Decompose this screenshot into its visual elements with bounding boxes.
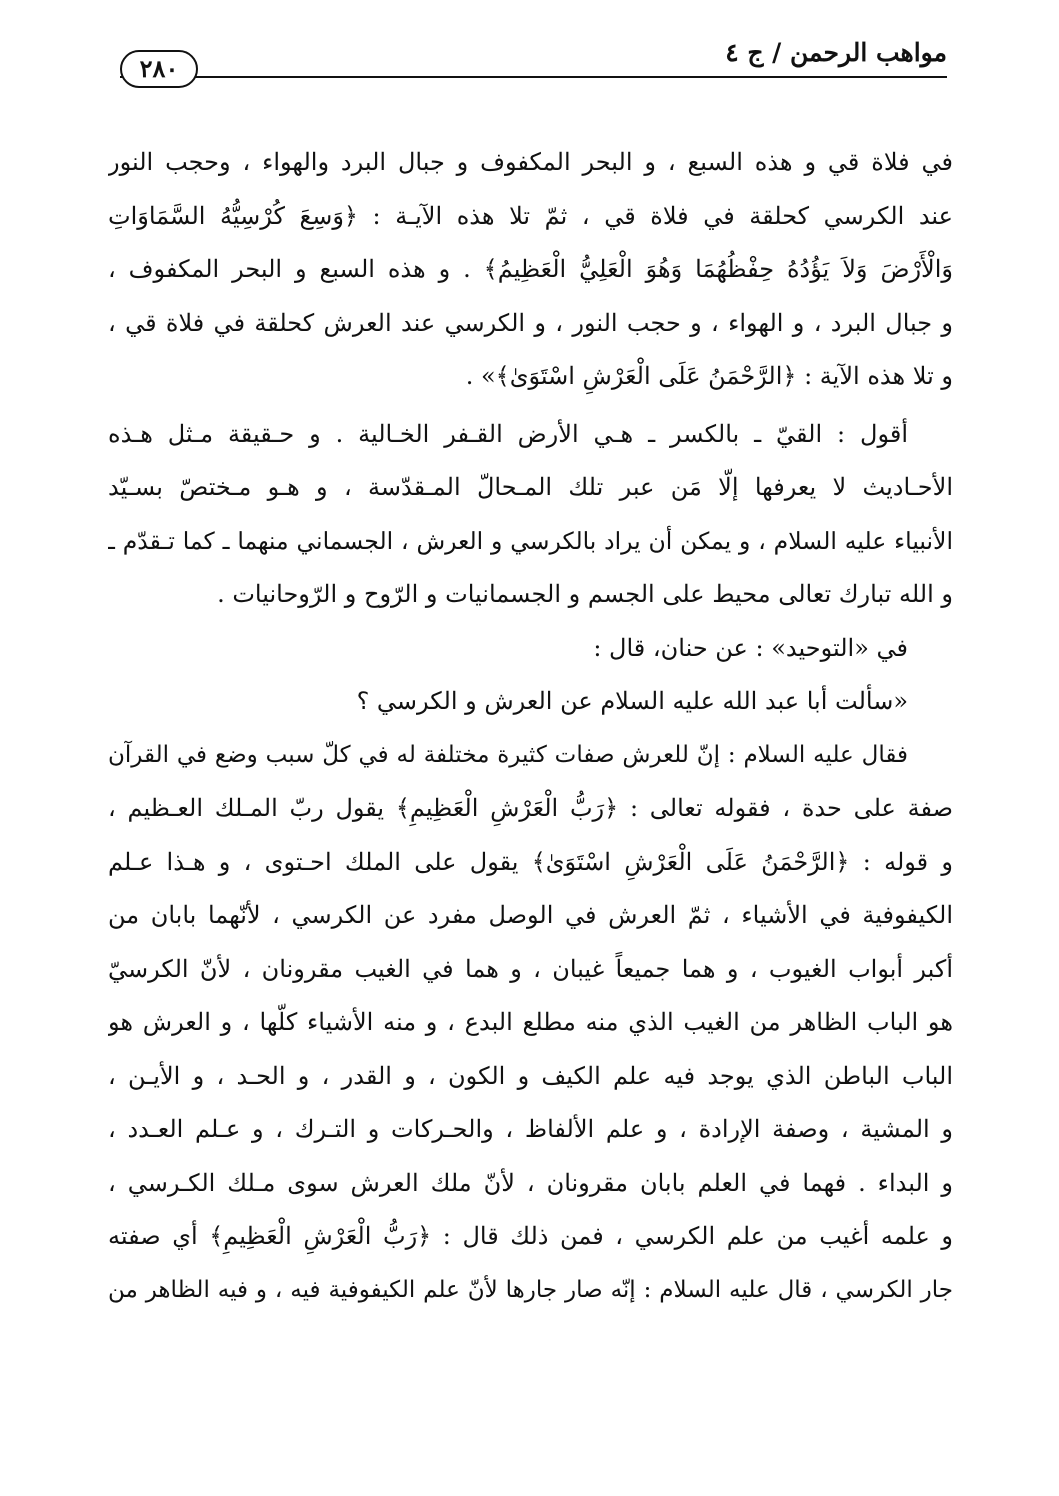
text-line: و قوله : ﴿الرَّحْمَنُ عَلَى الْعَرْشِ اسْتَوَىٰ﴾ يقول على الملك احـتوى ، و هـذا عـلم [108, 847, 953, 876]
text-line: أقول : القيّ ـ بالكسر ـ هـي الأرض القـفر الخـالية . و حـقيقة مـثل هـذه [108, 419, 908, 448]
text-line: جار الكرسي ، قال عليه السلام : إنّه صار جارها لأنّ علم الكيفوفية فيه ، و فيه الظاهر من [108, 1276, 953, 1303]
text-line: «سألت أبا عبد الله عليه السلام عن العرش و الكرسي ؟ [356, 687, 908, 715]
text-line: و جبال البرد ، و الهواء ، و حجب النور ، و الكرسي عند العرش كحلقة في فلاة قي ، [108, 308, 953, 337]
text-line: أكبر أبواب الغيوب ، و هما جميعاً غيبان ، و هما في الغيب مقرونان ، لأنّ الكرسيّ [108, 954, 953, 983]
page-number: ٢٨٠ [120, 50, 198, 88]
text-line: الأنبياء عليه السلام ، و يمكن أن يراد بالكرسي و العرش ، الجسماني منهما ـ كما تـقدّم ـ [108, 526, 953, 555]
text-line: و المشية ، وصفة الإرادة ، و علم الألفاظ ، والحـركات و التـرك ، و عـلم العـدد ، [108, 1115, 953, 1143]
text-line: الكيفوفية في الأشياء ، ثمّ العرش في الوصل مفرد عن الكرسي ، لأنّهما بابان من [108, 901, 953, 929]
text-line: الأحـاديث لا يعرفها إلّا مَن عبر تلك المـحالّ المـقدّسة ، و هـو مـختصّ بسـيّد [108, 473, 953, 501]
header-rule [120, 76, 947, 78]
text-line: وَالْأَرْضَ وَلاَ يَؤُدُهُ حِفْظُهُمَا وَهُوَ الْعَلِيُّ الْعَظِيمُ﴾ . و هذه السبع و البحر المكفوف ، [108, 255, 953, 283]
text-line: في «التوحيد» : عن حنان، قال : [593, 633, 908, 662]
text-line: فقال عليه السلام : إنّ للعرش صفات كثيرة مختلفة له في كلّ سبب وضع في القرآن [108, 741, 908, 768]
running-title: مواهب الرحمن / ج ٤ [725, 38, 947, 67]
body-text [108, 136, 953, 1317]
text-line: و الله تبارك تعالى محيط على الجسم و الجسمانيات و الرّوح و الرّوحانيات . [217, 580, 953, 608]
text-line: و علمه أغيب من علم الكرسي ، فمن ذلك قال : ﴿رَبُّ الْعَرْشِ الْعَظِيمِ﴾ أي صفته [108, 1222, 953, 1250]
text-line: و البداء . فهما في العلم بابان مقرونان ، لأنّ ملك العرش سوى مـلك الكـرسي ، [108, 1168, 953, 1197]
text-line: هو الباب الظاهر من الغيب الذي منه مطلع البدع ، و منه الأشياء كلّها ، و العرش هو [108, 1008, 953, 1036]
text-line: و تلا هذه الآية : ﴿الرَّحْمَنُ عَلَى الْعَرْشِ اسْتَوَىٰ﴾» . [465, 362, 953, 390]
page-header [120, 36, 947, 83]
text-line: الباب الباطن الذي يوجد فيه علم الكيف و الكون ، و القدر ، و الحـد ، و الأيـن ، [108, 1061, 953, 1090]
text-line: صفة على حدة ، فقوله تعالى : ﴿رَبُّ الْعَرْشِ الْعَظِيمِ﴾ يقول ربّ المـلك العـظيم ، [108, 794, 953, 822]
text-line: عند الكرسي كحلقة في فلاة قي ، ثمّ تلا هذه الآيـة : ﴿وَسِعَ كُرْسِيُّهُ السَّمَاوَاتِ [108, 201, 953, 230]
text-line: في فلاة قي و هذه السبع ، و البحر المكفوف و جبال البرد والهواء ، وحجب النور [108, 148, 953, 176]
